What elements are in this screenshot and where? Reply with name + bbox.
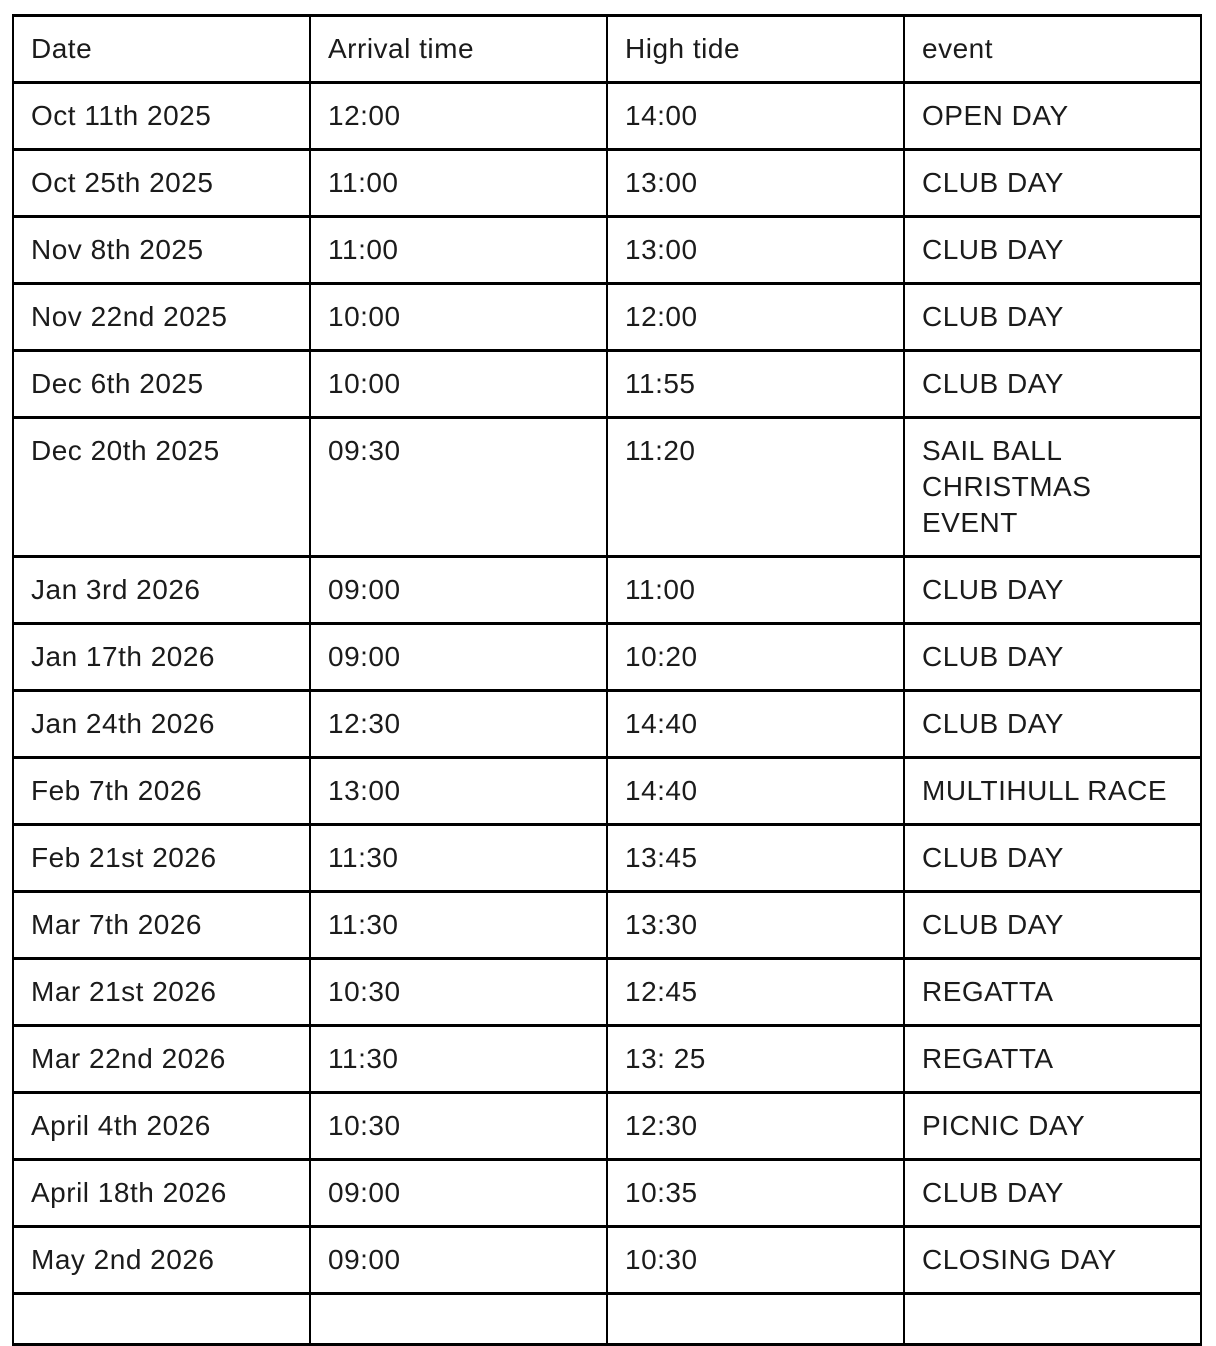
high-tide-cell: 11:55 [607,351,904,418]
arrival-time-cell: 12:30 [310,691,607,758]
table-row [13,1294,1201,1345]
column-header-arrival-time: Arrival time [310,16,607,83]
date-cell: Feb 21st 2026 [13,825,310,892]
date-cell: Jan 24th 2026 [13,691,310,758]
event-cell: PICNIC DAY [904,1093,1201,1160]
event-cell: CLUB DAY [904,351,1201,418]
high-tide-cell: 14:40 [607,758,904,825]
date-cell: Nov 8th 2025 [13,217,310,284]
table-row [13,83,1201,150]
arrival-time-cell: 09:00 [310,1227,607,1294]
arrival-time-cell: 11:30 [310,892,607,959]
arrival-time-cell: 11:30 [310,1026,607,1093]
high-tide-cell: 10:30 [607,1227,904,1294]
table-row [13,624,1201,691]
date-cell: Mar 22nd 2026 [13,1026,310,1093]
event-cell: CLUB DAY [904,1160,1201,1227]
table-row [13,217,1201,284]
high-tide-cell: 13:45 [607,825,904,892]
table-row [13,1093,1201,1160]
date-cell: April 18th 2026 [13,1160,310,1227]
high-tide-cell [607,1294,904,1345]
table-row [13,351,1201,418]
high-tide-cell: 13:00 [607,217,904,284]
table-row [13,758,1201,825]
arrival-time-cell: 10:30 [310,1093,607,1160]
arrival-time-cell: 13:00 [310,758,607,825]
sailing-schedule-table [12,14,1202,1346]
arrival-time-cell: 11:00 [310,217,607,284]
table-row [13,557,1201,624]
table-body [13,83,1201,1345]
arrival-time-cell: 11:30 [310,825,607,892]
date-cell: April 4th 2026 [13,1093,310,1160]
date-cell: Dec 20th 2025 [13,418,310,557]
event-cell: CLUB DAY [904,217,1201,284]
table-row [13,1026,1201,1093]
arrival-time-cell: 10:00 [310,351,607,418]
event-cell: CLUB DAY [904,825,1201,892]
date-cell: Mar 21st 2026 [13,959,310,1026]
date-cell: Oct 11th 2025 [13,83,310,150]
arrival-time-cell: 09:00 [310,1160,607,1227]
date-cell: Jan 17th 2026 [13,624,310,691]
event-cell: REGATTA [904,1026,1201,1093]
event-cell: CLUB DAY [904,557,1201,624]
date-cell: Jan 3rd 2026 [13,557,310,624]
table-row [13,691,1201,758]
column-header-event: event [904,16,1201,83]
event-cell: CLUB DAY [904,150,1201,217]
high-tide-cell: 12:30 [607,1093,904,1160]
table-row [13,1160,1201,1227]
high-tide-cell: 14:00 [607,83,904,150]
high-tide-cell: 12:45 [607,959,904,1026]
high-tide-cell: 12:00 [607,284,904,351]
event-cell: MULTIHULL RACE [904,758,1201,825]
arrival-time-cell: 11:00 [310,150,607,217]
arrival-time-cell: 09:00 [310,557,607,624]
date-cell [13,1294,310,1345]
arrival-time-cell: 12:00 [310,83,607,150]
high-tide-cell: 10:20 [607,624,904,691]
table-row [13,418,1201,557]
event-cell: CLUB DAY [904,624,1201,691]
event-cell: REGATTA [904,959,1201,1026]
table-row [13,284,1201,351]
high-tide-cell: 13:00 [607,150,904,217]
column-header-date: Date [13,16,310,83]
high-tide-cell: 11:20 [607,418,904,557]
event-cell: CLUB DAY [904,691,1201,758]
event-cell: CLOSING DAY [904,1227,1201,1294]
date-cell: Oct 25th 2025 [13,150,310,217]
high-tide-cell: 14:40 [607,691,904,758]
table-row [13,150,1201,217]
event-cell: CLUB DAY [904,284,1201,351]
header-row [13,16,1201,83]
arrival-time-cell: 09:30 [310,418,607,557]
table-row [13,892,1201,959]
high-tide-cell: 10:35 [607,1160,904,1227]
date-cell: Nov 22nd 2025 [13,284,310,351]
high-tide-cell: 11:00 [607,557,904,624]
date-cell: Feb 7th 2026 [13,758,310,825]
event-cell: OPEN DAY [904,83,1201,150]
high-tide-cell: 13: 25 [607,1026,904,1093]
date-cell: May 2nd 2026 [13,1227,310,1294]
event-cell: CLUB DAY [904,892,1201,959]
high-tide-cell: 13:30 [607,892,904,959]
date-cell: Mar 7th 2026 [13,892,310,959]
arrival-time-cell: 10:00 [310,284,607,351]
column-header-high-tide: High tide [607,16,904,83]
arrival-time-cell: 10:30 [310,959,607,1026]
event-cell: SAIL BALL CHRISTMAS EVENT [904,418,1201,557]
event-cell [904,1294,1201,1345]
table-row [13,825,1201,892]
table-row [13,1227,1201,1294]
date-cell: Dec 6th 2025 [13,351,310,418]
arrival-time-cell [310,1294,607,1345]
table-row [13,959,1201,1026]
arrival-time-cell: 09:00 [310,624,607,691]
